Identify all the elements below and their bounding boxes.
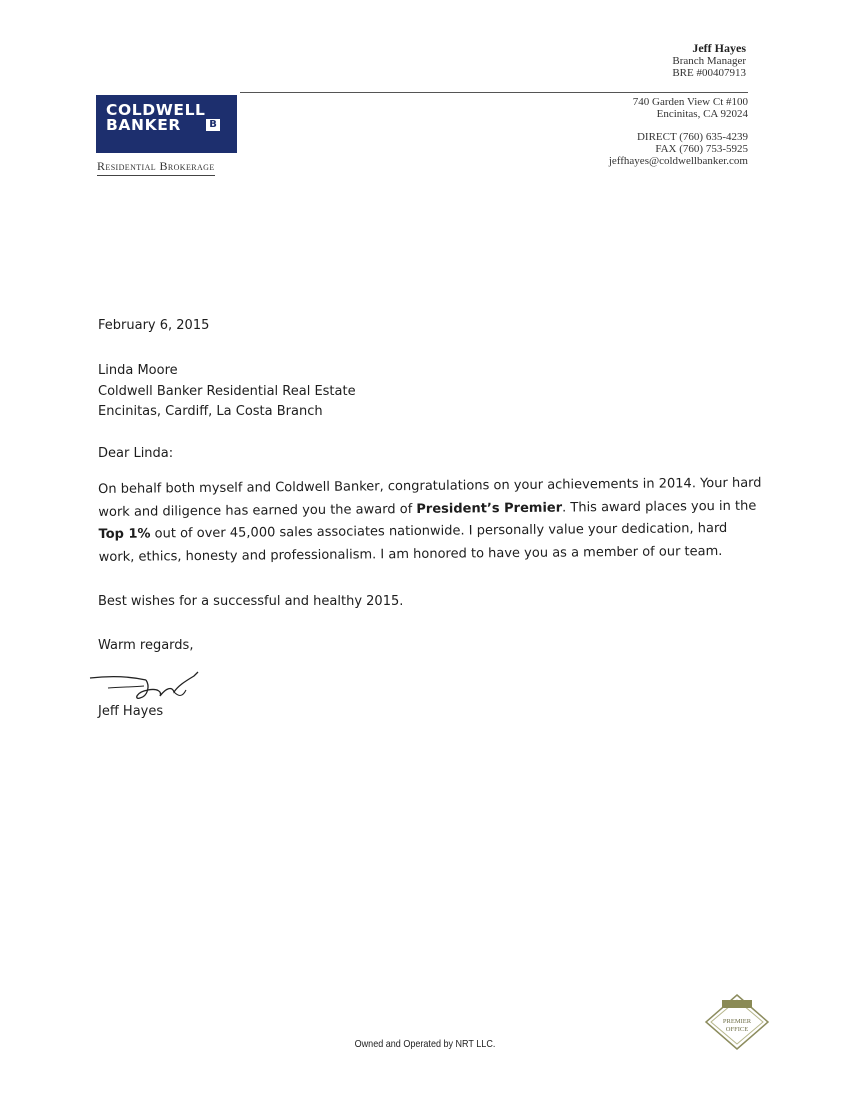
signer-name: Jeff Hayes	[98, 704, 164, 719]
fax-number: FAX (760) 753-5925	[655, 143, 748, 155]
footer-ownership: Owned and Operated by NRT LLC.	[354, 1038, 496, 1050]
recipient-block	[98, 361, 758, 423]
address-line-2: Encinitas, CA 92024	[656, 108, 748, 120]
para-text-3: out of over 45,000 sales associates nationwide. I personally value your dedication, hard work, ethics, honesty and professionalism. I am honored to have you as a member of our team.	[98, 520, 728, 565]
brokerage-tagline: Residential Brokerage	[97, 159, 215, 176]
contact-block	[609, 131, 748, 167]
wishes-line: Best wishes for a successful and healthy 2015.	[98, 594, 404, 609]
coldwell-banker-logo	[96, 95, 237, 153]
seal-text-2: OFFICE	[725, 1026, 749, 1033]
body-paragraph	[98, 473, 764, 569]
header-rule	[240, 92, 748, 93]
handwritten-signature	[88, 668, 213, 708]
seal-text-1: PREMIER	[722, 1018, 752, 1025]
sender-name: Jeff Hayes	[692, 41, 746, 55]
address-line-1: 740 Garden View Ct #100	[632, 96, 748, 108]
top-percent: Top 1%	[98, 526, 151, 542]
sender-title: Branch Manager	[672, 54, 746, 67]
direct-phone: DIRECT (760) 635-4239	[636, 131, 748, 143]
sender-license: BRE #00407913	[672, 67, 746, 79]
recipient-company: Coldwell Banker Residential Real Estate	[98, 383, 356, 399]
greeting: Dear Linda:	[98, 446, 174, 461]
recipient-branch: Encinitas, Cardiff, La Costa Branch	[98, 404, 323, 419]
closing-line: Warm regards,	[98, 638, 194, 653]
premier-office-seal-icon	[704, 993, 770, 1051]
logo-text-line-2: BANKER	[106, 116, 181, 134]
award-name: President’s Premier	[416, 500, 563, 517]
letter-date: February 6, 2015	[98, 318, 210, 333]
sender-block	[672, 42, 746, 80]
logo-text-line-1: COLDWELL	[106, 101, 206, 119]
recipient-name: Linda Moore	[98, 363, 178, 378]
office-address	[633, 96, 748, 120]
email-address: jeffhayes@coldwellbanker.com	[608, 155, 748, 167]
para-text-2: . This award places you in the	[562, 498, 757, 516]
para-text-1: On behalf both myself and Coldwell Banker, congratulations on your achievements in 2014. Your hard work and diligence has earned you the award of	[98, 475, 762, 520]
logo-mark-icon: B	[206, 119, 220, 131]
